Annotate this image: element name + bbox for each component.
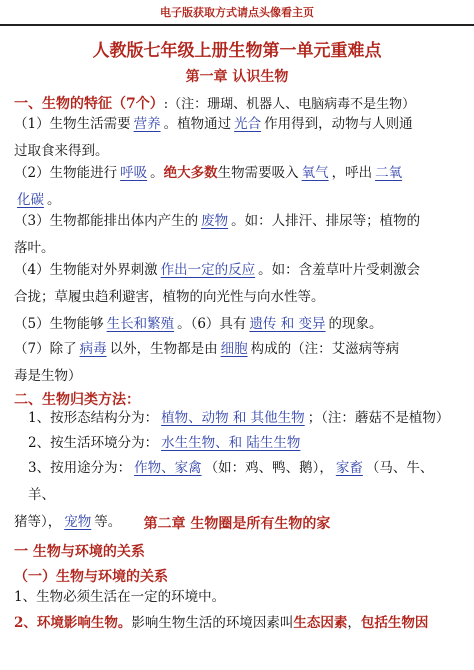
answer-blank: 细胞 bbox=[220, 341, 248, 357]
text: （3）生物都能排出体内产生的 bbox=[14, 213, 199, 229]
text: 等。 bbox=[94, 514, 122, 530]
relation-2 bbox=[14, 610, 460, 637]
text: 作用得到，动物与人则通 bbox=[264, 116, 413, 132]
chapter-2-heading: 第二章 生物圈是所有生物的家 bbox=[143, 516, 331, 532]
answer-blank: 作出一定的反应 bbox=[160, 262, 256, 278]
trait-2 bbox=[14, 160, 460, 214]
text: ， bbox=[347, 615, 361, 631]
text: 生物需要吸入 bbox=[217, 165, 299, 181]
answer-blank: 植物、动物 和 其他生物 bbox=[161, 410, 305, 426]
text: 毒是生物） bbox=[14, 368, 82, 384]
section-1-heading bbox=[14, 93, 460, 113]
relation-1 bbox=[14, 584, 460, 611]
answer-blank: 二氧 bbox=[375, 165, 403, 181]
text: 。 bbox=[47, 192, 61, 208]
download-notice[interactable]: 电子版获取方式请点头像看主页 bbox=[160, 6, 314, 19]
text: 构成的（注：艾滋病等病 bbox=[250, 341, 400, 357]
answer-blank: 水生生物、和 陆生生物 bbox=[161, 435, 301, 451]
text: 猪等）， bbox=[14, 514, 62, 530]
section-3-heading: 一 生物与环境的关系 bbox=[14, 544, 145, 560]
text: 。如：含羞草叶片受刺激会 bbox=[258, 262, 421, 278]
text: 3、按用途分为： bbox=[28, 460, 132, 476]
text: 合拢；草履虫趋利避害，植物的向光性与向水性等。 bbox=[14, 289, 325, 305]
answer-blank: 作物、家禽 bbox=[134, 460, 202, 476]
section-1-title: 一、生物的特征（7个） bbox=[14, 96, 164, 112]
text: 的现象。 bbox=[328, 316, 383, 332]
answer-blank: 遗传 和 变异 bbox=[249, 316, 326, 332]
emphasis-text: 绝大多数 bbox=[163, 165, 218, 181]
classify-2 bbox=[14, 430, 460, 457]
text: 影响生物生活的环境因素叫 bbox=[131, 615, 294, 631]
answer-blank: 宠物 bbox=[64, 514, 92, 530]
document-title: 人教版七年级上册生物第一单元重难点 bbox=[92, 41, 382, 61]
text: （如：鸡、鸭、鹅）， bbox=[204, 460, 333, 476]
answer-blank: 营养 bbox=[133, 116, 161, 132]
text: （2）生物能进行 bbox=[14, 165, 118, 181]
chapter-1-heading: 第一章 认识生物 bbox=[185, 69, 289, 85]
text: 2、按生活环境分为： bbox=[28, 435, 159, 451]
text: （7）除了 bbox=[14, 341, 77, 357]
answer-blank: 家畜 bbox=[335, 460, 363, 476]
answer-blank: 废物 bbox=[201, 213, 229, 229]
text: ，呼出 bbox=[331, 165, 373, 181]
answer-blank: 氧气 bbox=[301, 165, 329, 181]
text: 1、按形态结构分为： bbox=[28, 410, 159, 426]
text: （5）生物能够 bbox=[14, 316, 104, 332]
emphasis-text: 生态因素 bbox=[293, 615, 348, 631]
trait-1 bbox=[14, 111, 460, 165]
text: ；（注：蘑菇不是植物） bbox=[307, 410, 450, 426]
answer-blank: 生长和繁殖 bbox=[106, 316, 175, 332]
text: 。如：人排汗、排尿等；植物的 bbox=[231, 213, 421, 229]
text: 以外，生物都是由 bbox=[109, 341, 218, 357]
trait-4 bbox=[14, 257, 460, 311]
trait-5-6 bbox=[14, 311, 460, 338]
answer-blank: 化碳 bbox=[17, 192, 44, 208]
classify-1 bbox=[14, 405, 460, 432]
subsection-heading: （一）生物与环境的关系 bbox=[14, 569, 168, 585]
answer-blank: 呼吸 bbox=[120, 165, 148, 181]
text: 。（6）具有 bbox=[177, 316, 247, 332]
text: （4）生物能对外界刺激 bbox=[14, 262, 158, 278]
emphasis-text: 2、环境影响生物。 bbox=[14, 615, 132, 631]
trait-7 bbox=[14, 336, 460, 390]
text: （马、牛、羊、 bbox=[28, 460, 434, 503]
trait-3 bbox=[14, 208, 460, 262]
text: 。 bbox=[150, 165, 164, 181]
text: 过取食来得到。 bbox=[14, 143, 109, 159]
answer-blank: 光合 bbox=[234, 116, 262, 132]
text: （1）生物生活需要 bbox=[14, 116, 131, 132]
section-1-note: :（注：珊瑚、机器人、电脑病毒不是生物） bbox=[163, 97, 416, 112]
text: 落叶。 bbox=[14, 240, 55, 256]
answer-blank: 病毒 bbox=[79, 341, 107, 357]
emphasis-text: 包括生物因 bbox=[360, 615, 429, 631]
header-bar bbox=[0, 0, 474, 26]
text: 1、生物必须生活在一定的环境中。 bbox=[14, 589, 226, 605]
text: 。植物通过 bbox=[163, 116, 232, 132]
section-2-heading: 二、生物归类方法： bbox=[14, 392, 140, 408]
